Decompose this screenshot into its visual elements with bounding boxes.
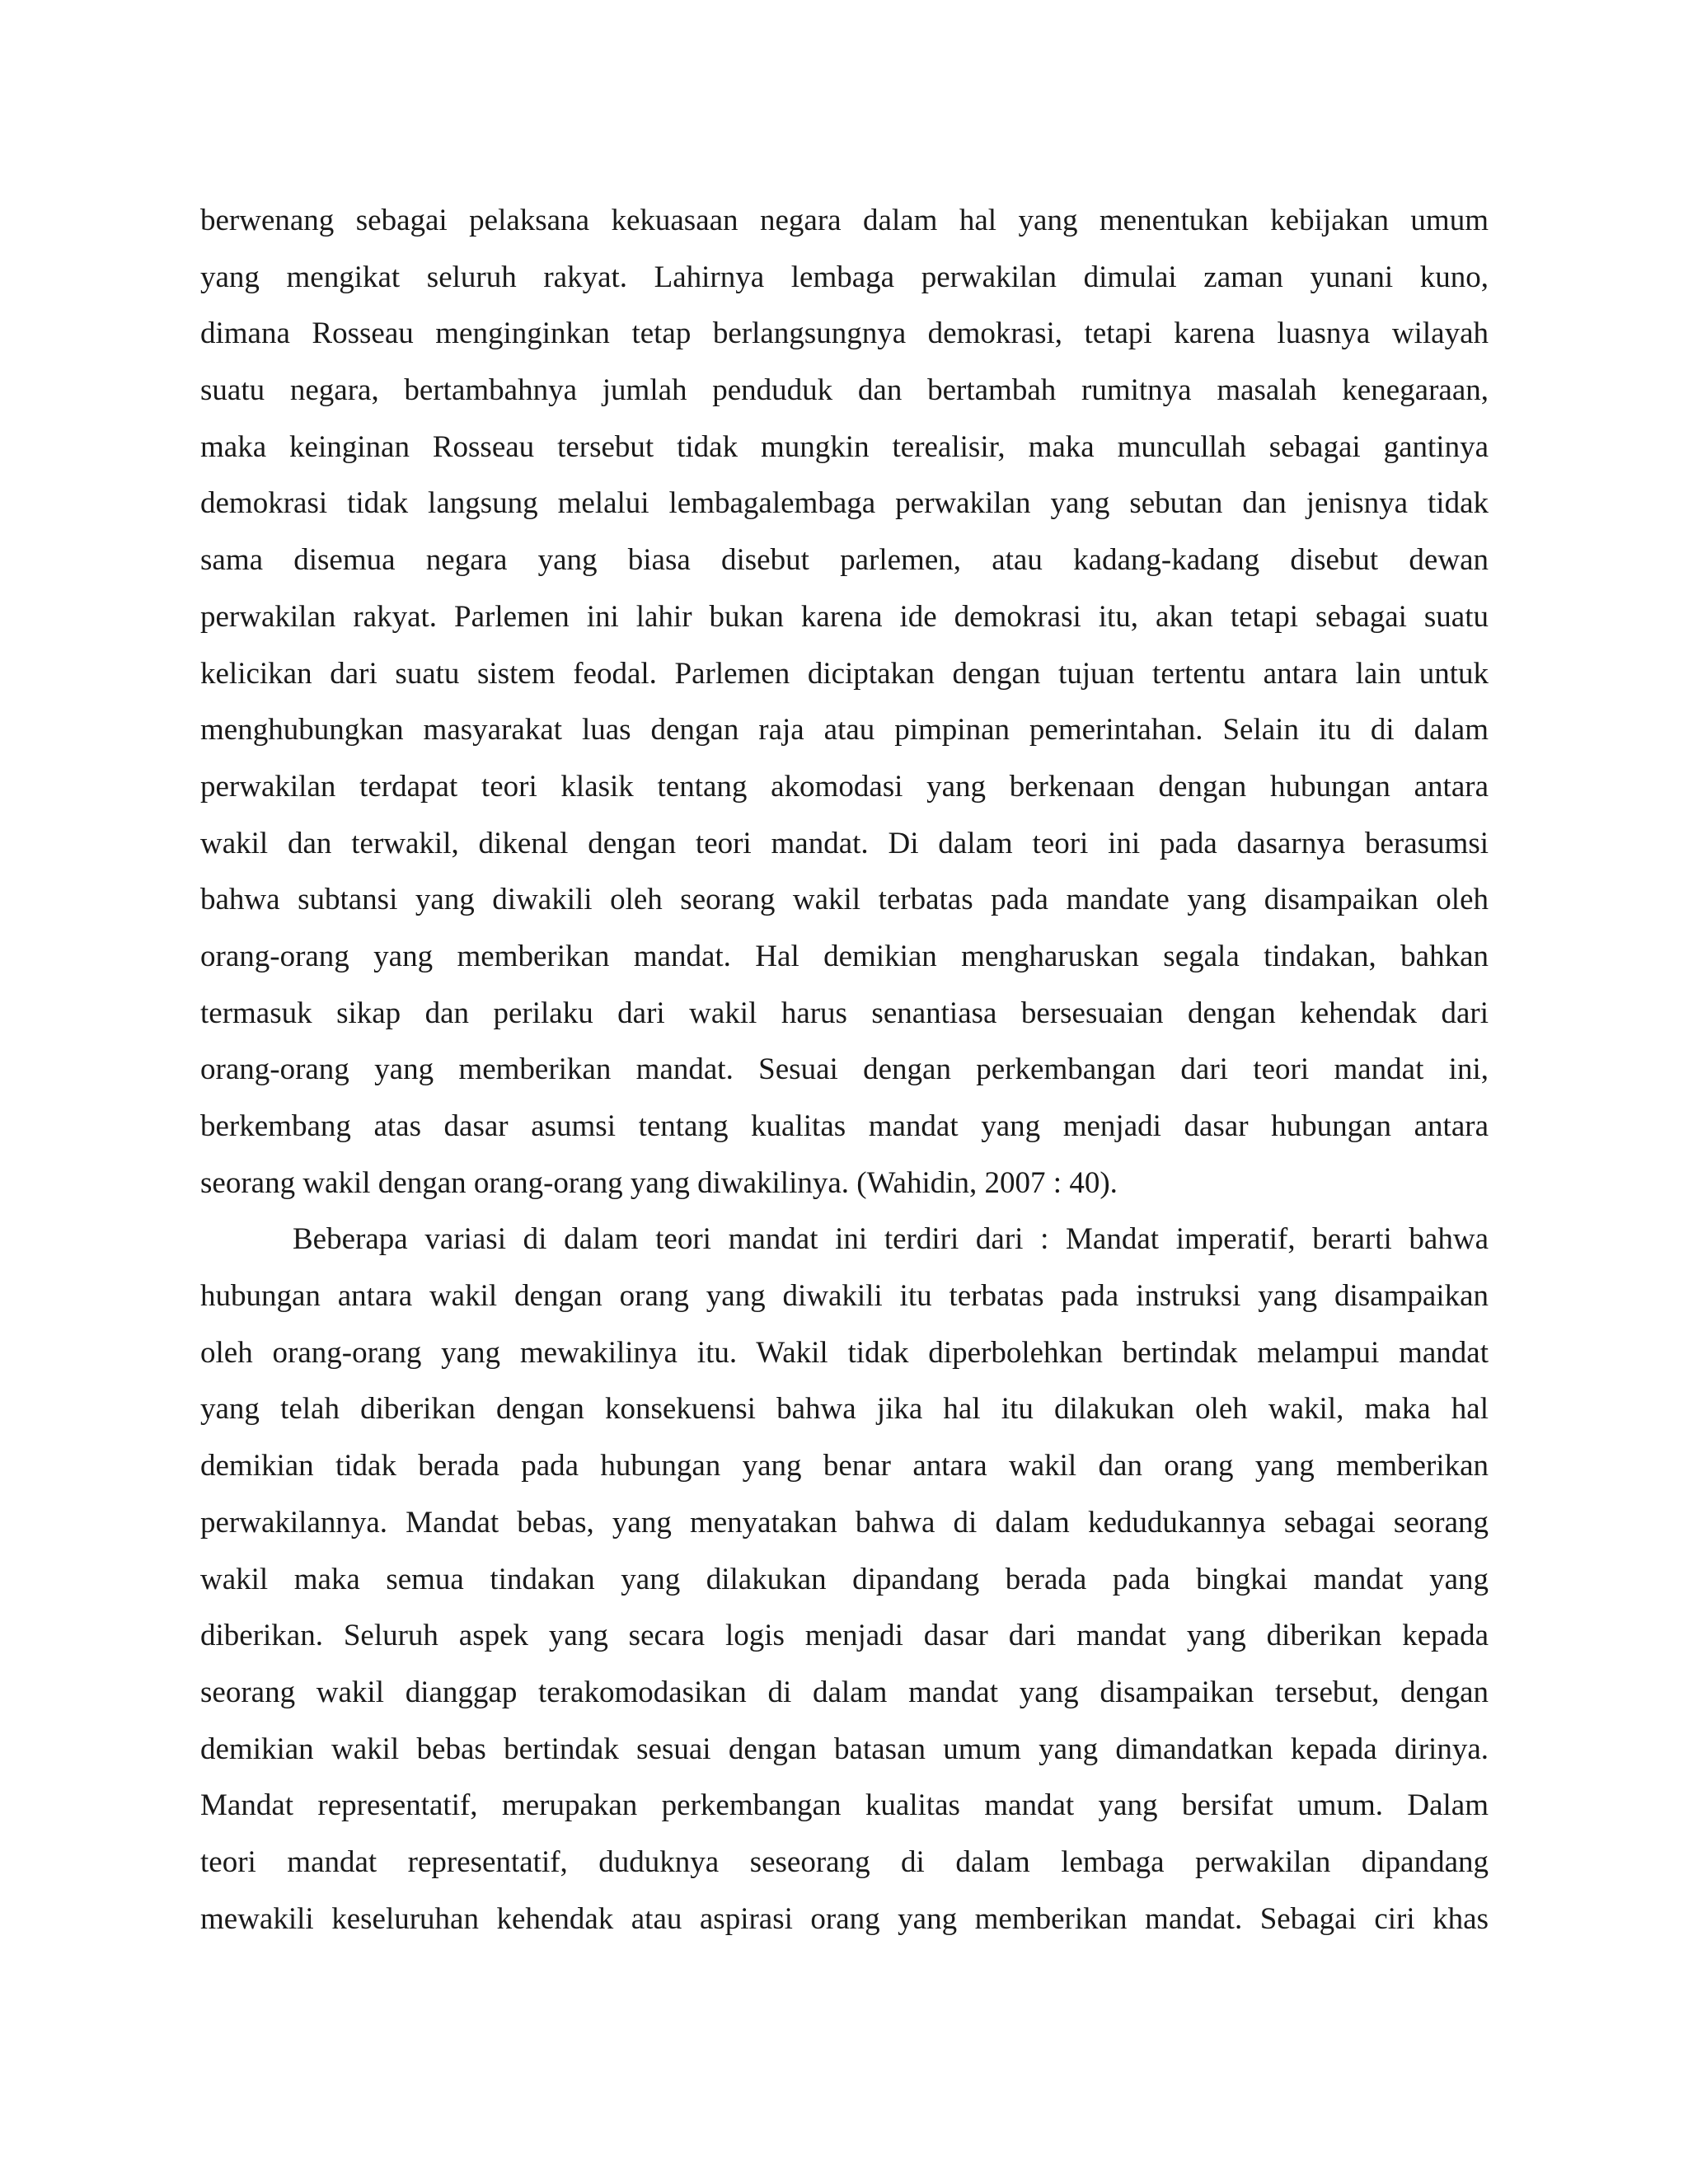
text-line: seorang wakil dengan orang-orang yang diwakilinya. (Wahidin, 2007 : 40).: [200, 1165, 1118, 1200]
text-line: demokrasi tidak langsung melalui lembagalembaga perwakilan yang sebutan dan jenisnya tidak: [200, 486, 1489, 521]
text-line: suatu negara, bertambahnya jumlah penduduk dan bertambah rumitnya masalah kenegaraan,: [200, 373, 1489, 408]
text-line: hubungan antara wakil dengan orang yang diwakili itu terbatas pada instruksi yang disampaikan: [200, 1279, 1489, 1314]
body-text: [200, 193, 1489, 1947]
text-line: seorang wakil dianggap terakomodasikan di dalam mandat yang disampaikan tersebut, dengan: [200, 1675, 1489, 1709]
text-line: oleh orang-orang yang mewakilinya itu. Wakil tidak diperbolehkan bertindak melampui mandat: [200, 1335, 1489, 1370]
text-line: termasuk sikap dan perilaku dari wakil harus senantiasa bersesuaian dengan kehendak dari: [200, 996, 1489, 1030]
text-line: demikian wakil bebas bertindak sesuai dengan batasan umum yang dimandatkan kepada dirinya.: [200, 1732, 1489, 1766]
text-line: Mandat representatif, merupakan perkembangan kualitas mandat yang bersifat umum. Dalam: [200, 1788, 1489, 1823]
paragraph: [200, 1212, 1489, 1947]
text-line: perwakilan terdapat teori klasik tentang akomodasi yang berkenaan dengan hubungan antara: [200, 769, 1489, 804]
text-line: demikian tidak berada pada hubungan yang benar antara wakil dan orang yang memberikan: [200, 1449, 1489, 1483]
text-line: perwakilannya. Mandat bebas, yang menyatakan bahwa di dalam kedudukannya sebagai seorang: [200, 1505, 1489, 1540]
text-line: bahwa subtansi yang diwakili oleh seorang wakil terbatas pada mandate yang disampaikan oleh: [200, 883, 1489, 917]
text-line: teori mandat representatif, duduknya seseorang di dalam lembaga perwakilan dipandang: [200, 1844, 1489, 1879]
text-line: Beberapa variasi di dalam teori mandat ini terdiri dari : Mandat imperatif, berarti bahwa: [293, 1222, 1489, 1257]
text-line: sama disemua negara yang biasa disebut parlemen, atau kadang-kadang disebut dewan: [200, 543, 1489, 578]
text-line: mewakili keseluruhan kehendak atau aspirasi orang yang memberikan mandat. Sebagai ciri khas: [200, 1901, 1489, 1936]
text-line: yang telah diberikan dengan konsekuensi bahwa jika hal itu dilakukan oleh wakil, maka hal: [200, 1392, 1489, 1427]
text-line: diberikan. Seluruh aspek yang secara logis menjadi dasar dari mandat yang diberikan kepada: [200, 1619, 1489, 1653]
text-line: orang-orang yang memberikan mandat. Hal demikian mengharuskan segala tindakan, bahkan: [200, 939, 1489, 973]
text-line: berwenang sebagai pelaksana kekuasaan negara dalam hal yang menentukan kebijakan umum: [200, 204, 1489, 237]
text-line: wakil dan terwakil, dikenal dengan teori mandat. Di dalam teori ini pada dasarnya berasumsi: [200, 826, 1489, 860]
text-line: maka keinginan Rosseau tersebut tidak mungkin terealisir, maka muncullah sebagai gantinya: [200, 429, 1489, 464]
text-line: orang-orang yang memberikan mandat. Sesuai dengan perkembangan dari teori mandat ini,: [200, 1052, 1489, 1087]
paragraph: [200, 193, 1489, 1212]
text-line: dimana Rosseau menginginkan tetap berlangsungnya demokrasi, tetapi karena luasnya wilayah: [200, 316, 1489, 351]
text-line: perwakilan rakyat. Parlemen ini lahir bukan karena ide demokrasi itu, akan tetapi sebagai suatu: [200, 599, 1489, 634]
text-line: berkembang atas dasar asumsi tentang kualitas mandat yang menjadi dasar hubungan antara: [200, 1109, 1489, 1143]
text-line: yang mengikat seluruh rakyat. Lahirnya lembaga perwakilan dimulai zaman yunani kuno,: [200, 260, 1489, 294]
text-line: wakil maka semua tindakan yang dilakukan dipandang berada pada bingkai mandat yang: [200, 1562, 1489, 1596]
text-line: menghubungkan masyarakat luas dengan raja atau pimpinan pemerintahan. Selain itu di dalam: [200, 713, 1489, 748]
text-line: kelicikan dari suatu sistem feodal. Parlemen diciptakan dengan tujuan tertentu antara lain untuk: [200, 656, 1489, 691]
